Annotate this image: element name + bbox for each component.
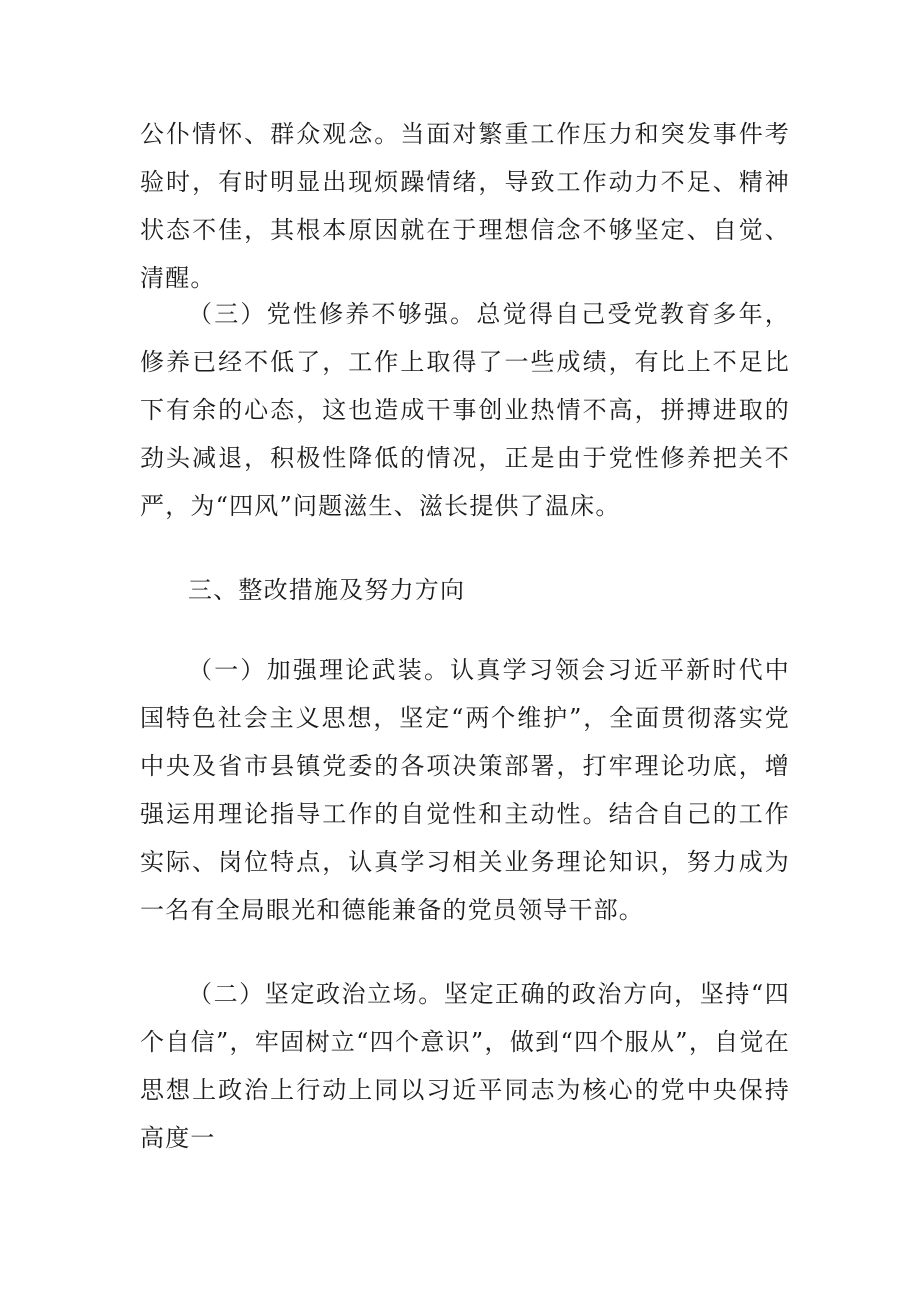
paragraph-continuation: 公仆情怀、群众观念。当面对繁重工作压力和突发事件考验时，有时明显出现烦躁情绪，导致工作动力不足、精神状态不佳，其根本原因就在于理想信念不够坚定、自觉、清醒。 bbox=[140, 120, 790, 292]
paragraph-political-stance: （二）坚定政治立场。坚定正确的政治方向，坚持“四个自信”，牢固树立“四个意识”，做到“四个服从”，自觉在思想上政治上行动上同以习近平同志为核心的党中央保持高度一 bbox=[140, 980, 790, 1152]
paragraph-party-cultivation: （三）党性修养不够强。总觉得自己受党教育多年，修养已经不低了，工作上取得了一些成绩，有比上不足比下有余的心态，这也造成干事创业热情不高，拼搏进取的劲头减退，积极性降低的情况，正是由于党性修养把关不严，为“四风”问题滋生、滋长提供了温床。 bbox=[140, 300, 790, 520]
paragraph-theory-study: （一）加强理论武装。认真学习领会习近平新时代中国特色社会主义思想，坚定“两个维护”，全面贯彻落实党中央及省市县镇党委的各项决策部署，打牢理论功底，增强运用理论指导工作的自觉性和主动性。结合自己的工作实际、岗位特点，认真学习相关业务理论知识，努力成为一名有全局眼光和德能兼备的党员领导干部。 bbox=[140, 656, 790, 924]
section-heading-rectification: 三、整改措施及努力方向 bbox=[188, 576, 466, 604]
